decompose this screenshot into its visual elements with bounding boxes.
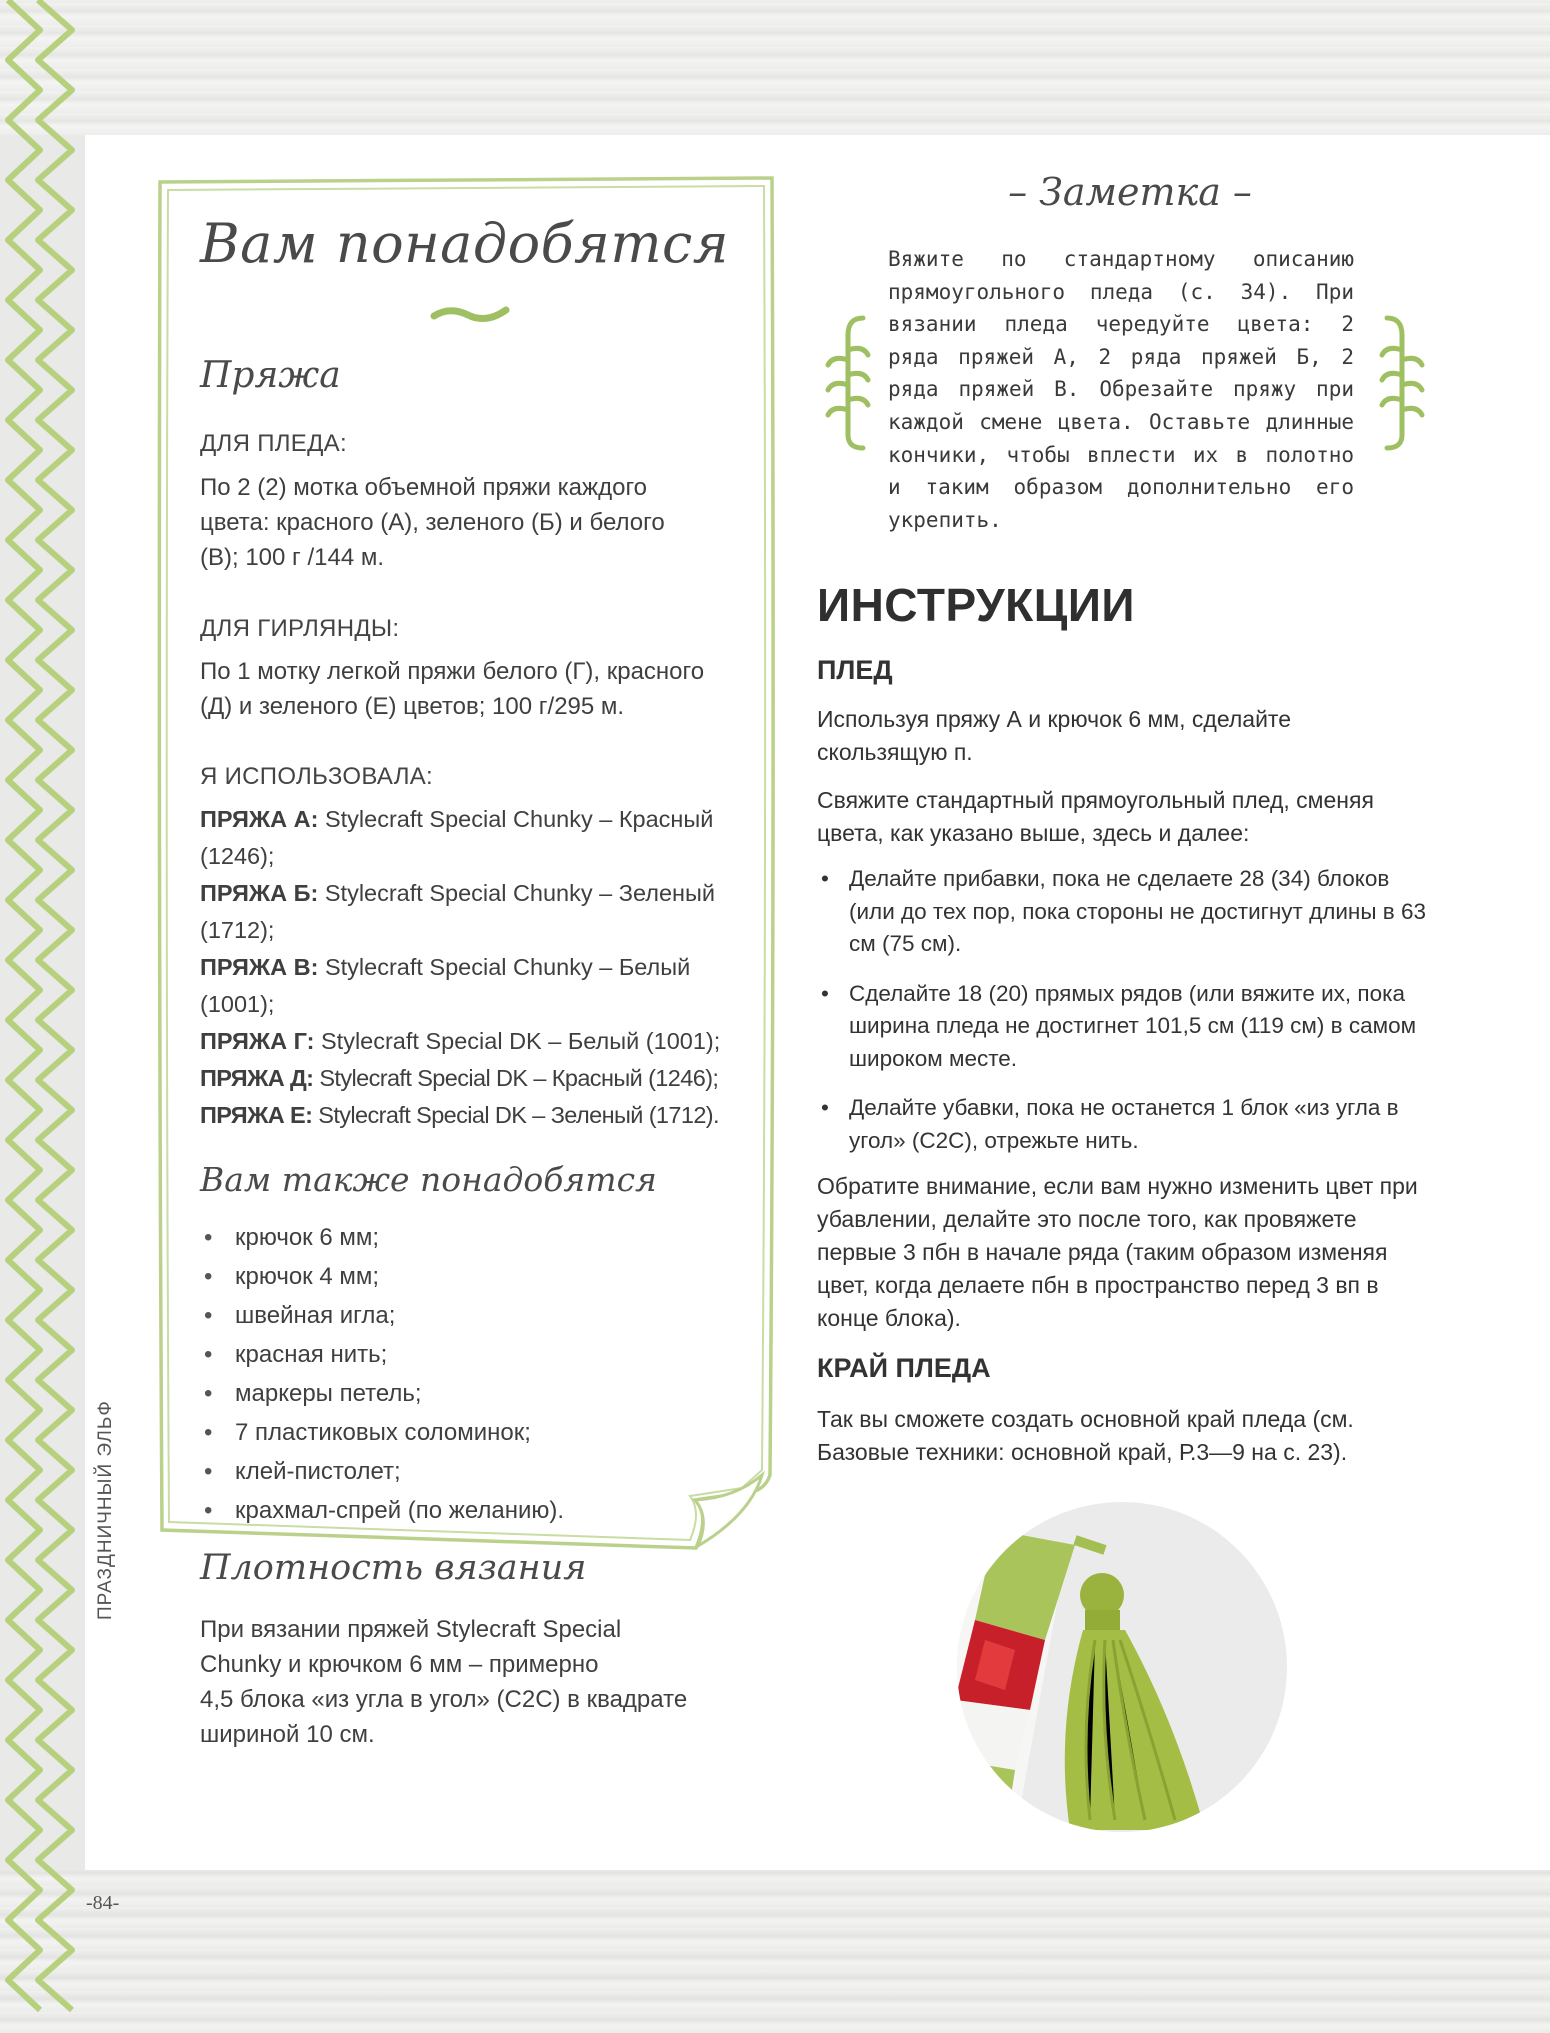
card-title: Вам понадобятся — [200, 212, 730, 275]
yarn-name: Stylecraft Special Chunky – Белый — [324, 954, 691, 980]
yarn-item-cont: (1001); — [200, 991, 275, 1017]
yarn-label: ПРЯЖА Г: — [200, 1028, 315, 1054]
yarn-item — [200, 1060, 760, 1097]
instructions-title: ИНСТРУКЦИИ — [817, 579, 1135, 631]
text-line: (В); 100 г /144 м. — [200, 544, 385, 571]
yarn-name: Stylecraft Special Chunky – Красный — [324, 806, 714, 832]
yarn-label: ПРЯЖА В: — [200, 954, 319, 980]
paragraph-4: Так вы сможете создать основной край пледа (см. Базовые техники: основной край, Р.3—9 на с. 23). — [817, 1406, 1354, 1465]
edge-heading: КРАЙ ПЛЕДА — [817, 1353, 991, 1383]
list-item: • швейная игла; — [200, 1296, 760, 1335]
wood-background-bottom — [0, 1870, 1550, 2033]
garland-caption: ДЛЯ ГИРЛЯНДЫ: — [200, 615, 400, 642]
gauge-heading: Плотность вязания — [200, 1548, 587, 1588]
list-item: • крючок 6 мм; — [200, 1218, 760, 1257]
text-line: Chunky и крючком 6 мм – примерно — [200, 1651, 599, 1678]
section-side-label: ПРАЗДНИЧНЫЙ ЭЛЬФ — [95, 1400, 116, 1620]
list-item: • Делайте прибавки, пока не сделаете 28 (34) блоков (или до тех пор, пока стороны не достигнут длины в 63 см (75 см). — [817, 863, 1427, 961]
text-line: По 2 (2) мотка объемной пряжи каждого — [200, 474, 648, 501]
yarn-label: ПРЯЖА Д: — [200, 1065, 314, 1091]
wood-background-top — [0, 0, 1550, 135]
zigzag-border-decoration — [0, 0, 85, 2033]
text-line: 4,5 блока «из угла в угол» (С2С) в квадрате — [200, 1686, 688, 1713]
yarn-list — [200, 801, 760, 1134]
also-needed-heading: Вам также понадобятся — [200, 1160, 657, 1199]
yarn-item — [200, 1023, 760, 1060]
gauge-text — [200, 1612, 760, 1752]
used-caption: Я ИСПОЛЬЗОВАЛА: — [200, 763, 434, 790]
note-title: – Заметка – — [1008, 170, 1252, 214]
list-item: • красная нить; — [200, 1335, 760, 1374]
yarn-item-cont: (1712); — [200, 917, 275, 943]
note-text: Вяжите по стандартному описанию прямоугольного пледа (с. 34). При вязании пледа чередуйте цвета: 2 ряда пряжей А, 2 ряда пряжей Б, 2 ряда пряжей В. Обрезайте пряжу при каждой смене цвета. Оставьте длинные кончики, чтобы вплести их в полотно и таким образом дополнительно его укрепить. — [888, 247, 1354, 532]
yarn-item — [200, 1097, 760, 1134]
yarn-name: Stylecraft Special DK – Красный (1246); — [319, 1065, 719, 1091]
yarn-item — [200, 875, 760, 912]
text-line: шириной 10 см. — [200, 1721, 375, 1748]
list-item: • Делайте убавки, пока не останется 1 блок «из угла в угол» (С2С), отрежьте нить. — [817, 1092, 1427, 1157]
blanket-steps-list — [817, 863, 1427, 1174]
garland-yarn-text — [200, 654, 760, 724]
paragraph-3: Обратите внимание, если вам нужно изменить цвет при убавлении, делайте это после того, как провяжете первые 3 пбн в начале ряда (таким образом изменяя цвет, когда делаете пбн в пространство перед 3 вп в конце блока). — [817, 1173, 1418, 1331]
text-line: При вязании пряжей Stylecraft Special — [200, 1616, 622, 1643]
yarn-heading: Пряжа — [200, 355, 341, 396]
blanket-heading: ПЛЕД — [817, 655, 893, 685]
text-line: По 1 мотку легкой пряжи белого (Г), красного — [200, 658, 705, 685]
text-line: цвета: красного (А), зеленого (Б) и белого — [200, 509, 665, 536]
paragraph-1: Используя пряжу А и крючок 6 мм, сделайте скользящую п. — [817, 706, 1291, 765]
list-item: • маркеры петель; — [200, 1374, 760, 1413]
page-number: -84- — [86, 1892, 120, 1914]
tools-list — [200, 1218, 760, 1530]
yarn-item-cont: (1246); — [200, 843, 275, 869]
yarn-item — [200, 949, 760, 986]
yarn-label: ПРЯЖА Е: — [200, 1102, 313, 1128]
yarn-name: Stylecraft Special Chunky – Зеленый — [324, 880, 716, 906]
paragraph-2: Свяжите стандартный прямоугольный плед, сменяя цвета, как указано выше, здесь и далее: — [817, 787, 1374, 846]
yarn-name: Stylecraft Special DK – Зеленый (1712). — [318, 1102, 719, 1128]
blanket-caption: ДЛЯ ПЛЕДА: — [200, 430, 347, 457]
yarn-label: ПРЯЖА Б: — [200, 880, 319, 906]
yarn-item — [200, 801, 760, 838]
list-item: • Сделайте 18 (20) прямых рядов (или вяжите их, пока ширина пледа не достигнет 101,5 см (119 см) в самом широком месте. — [817, 978, 1427, 1076]
left-vine-ornament-icon — [818, 310, 878, 455]
yarn-label: ПРЯЖА А: — [200, 806, 319, 832]
swirl-ornament-icon — [430, 300, 510, 330]
right-vine-ornament-icon — [1372, 310, 1432, 455]
yarn-name: Stylecraft Special DK – Белый (1001); — [320, 1028, 721, 1054]
tassel-photo — [955, 1500, 1290, 1835]
blanket-yarn-text — [200, 470, 760, 575]
list-item: • крючок 4 мм; — [200, 1257, 760, 1296]
list-item: • 7 пластиковых соломинок; — [200, 1413, 760, 1452]
text-line: (Д) и зеленого (Е) цветов; 100 г/295 м. — [200, 693, 625, 720]
list-item: • крахмал-спрей (по желанию). — [200, 1491, 760, 1530]
list-item: • клей-пистолет; — [200, 1452, 760, 1491]
